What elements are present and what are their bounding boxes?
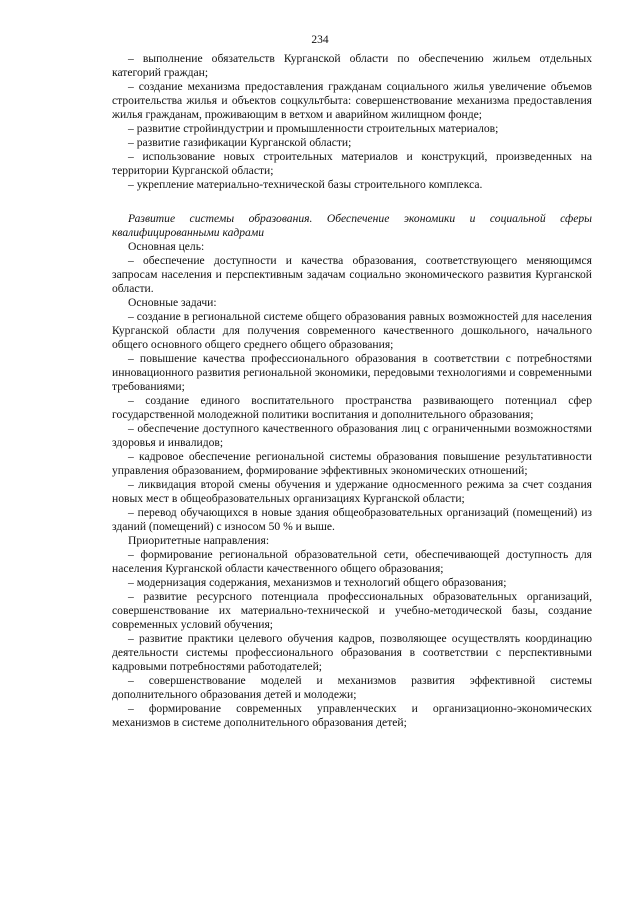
section-heading: Развитие системы образования. Обеспечение экономики и социальной сферы квалифицированными кадрами bbox=[112, 212, 592, 239]
main-goal-text: – обеспечение доступности и качества образования, соответствующего меняющимся запросам населения и перспективным задачам социально экономического развития Курганской области. bbox=[112, 254, 592, 295]
page-number: 234 bbox=[311, 34, 329, 46]
list-item: – модернизация содержания, механизмов и технологий общего образования; bbox=[128, 576, 507, 589]
list-item: – создание в региональной системе общего образования равных возможностей для населения Курганской области для получения современного качественного дошкольного, начального общего основного общего среднего общего образования; bbox=[112, 310, 592, 351]
list-item: – обеспечение доступного качественного образования лиц с ограниченными возможностями здоровья и инвалидов; bbox=[112, 422, 592, 449]
list-item: – развитие газификации Курганской области; bbox=[128, 136, 352, 149]
list-item: – развитие стройиндустрии и промышленности строительных материалов; bbox=[128, 122, 499, 135]
list-item: – развитие практики целевого обучения кадров, позволяющее осуществлять координацию деятельности системы профессионального образования в соответствии с перспективными кадровыми потребностями работодателей; bbox=[112, 632, 592, 673]
list-item: – выполнение обязательств Курганской области по обеспечению жильем отдельных категорий граждан; bbox=[112, 52, 592, 79]
list-item: – совершенствование моделей и механизмов развития эффективной системы дополнительного образования детей и молодежи; bbox=[112, 674, 592, 701]
list-item: – развитие ресурсного потенциала профессиональных образовательных организаций, совершенствование их материально-технической и учебно-методической базы, создание современных условий обучения; bbox=[112, 590, 592, 631]
document-body bbox=[112, 52, 592, 730]
list-item: – формирование современных управленческих и организационно-экономических механизмов в системе дополнительного образования детей; bbox=[112, 702, 592, 729]
list-item: – создание единого воспитательного пространства развивающего потенциал сфер государственной молодежной политики воспитания и дополнительного образования; bbox=[112, 394, 592, 421]
priorities-label: Приоритетные направления: bbox=[128, 534, 270, 547]
tasks-label: Основные задачи: bbox=[128, 296, 217, 309]
list-item: – кадровое обеспечение региональной системы образования повышение результативности управления образованием, формирование эффективных экономических отношений; bbox=[112, 450, 592, 477]
list-item: – повышение качества профессионального образования в соответствии с потребностями инновационного развития региональной экономики, передовыми технологиями и современными требованиями; bbox=[112, 352, 592, 393]
list-item: – укрепление материально-технической базы строительного комплекса. bbox=[128, 178, 483, 191]
list-item: – использование новых строительных материалов и конструкций, произведенных на территории Курганской области; bbox=[112, 150, 592, 177]
list-item: – перевод обучающихся в новые здания общеобразовательных организаций (помещений) из зданий (помещений) с износом 50 % и выше. bbox=[112, 506, 592, 533]
list-item: – создание механизма предоставления гражданам социального жилья увеличение объемов строительства жилья и объектов соцкультбыта: совершенствование механизма предоставления жилья гражданам, проживающим в ветхом и аварийном жилищном фонде; bbox=[112, 80, 592, 121]
list-item: – формирование региональной образовательной сети, обеспечивающей доступность для населения Курганской области качественного общего образования; bbox=[112, 548, 592, 575]
list-item: – ликвидация второй смены обучения и удержание односменного режима за счет создания новых мест в общеобразовательных организациях Курганской области; bbox=[112, 478, 592, 505]
main-goal-label: Основная цель: bbox=[128, 240, 205, 253]
